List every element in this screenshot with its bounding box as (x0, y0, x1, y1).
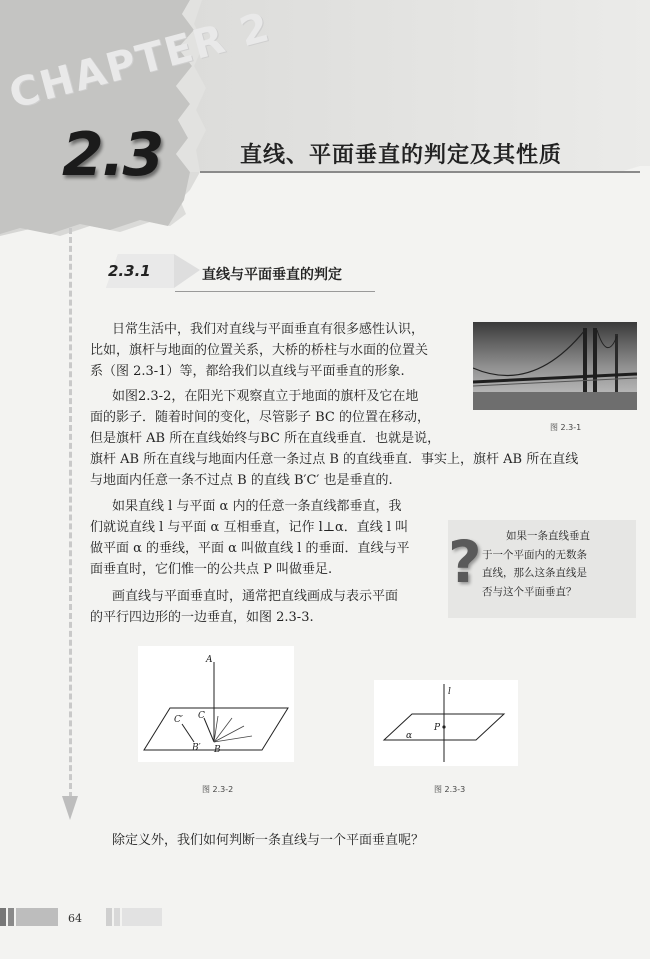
bridge-photo (473, 322, 637, 410)
paragraph-2-line-5: 与地面内任意一条不过点 B 的直线 B′C′ 也是垂直的. (90, 473, 393, 488)
page-number: 64 (68, 912, 82, 925)
paragraph-1-line-2: 比如，旗杆与地面的位置关系，大桥的桥柱与水面的位置关 (90, 343, 429, 358)
paragraph-1-line-1: 日常生活中，我们对直线与平面垂直有很多感性认识， (112, 322, 425, 337)
paragraph-2-line-4: 旗杆 AB 所在直线与地面内任意一条过点 B 的直线垂直．事实上，旗杆 AB 所在直线 (90, 452, 579, 467)
fig2-label-C-prime: C′ (174, 715, 183, 725)
fig2-label-B: B (214, 745, 221, 755)
header-background (0, 0, 650, 238)
section-number: 2.3 (62, 120, 163, 190)
down-arrow-icon (58, 796, 82, 826)
paragraph-2-line-3: 但是旗杆 AB 所在直线始终与BC 所在直线垂直．也就是说， (90, 431, 441, 446)
question-line-2: 于一个平面内的无数条 (482, 548, 587, 561)
question-line-1: 如果一条直线垂直 (506, 530, 590, 542)
paragraph-5-line-1: 除定义外，我们如何判断一条直线与一个平面垂直呢？ (112, 833, 425, 848)
subsection-rule (175, 291, 375, 292)
question-mark-icon: ? (448, 528, 482, 596)
section-title: 直线、平面垂直的判定及其性质 (240, 143, 563, 168)
margin-dashed-line (69, 228, 72, 798)
fig3-label-alpha: α (406, 731, 413, 741)
question-line-4: 否与这个平面垂直？ (482, 585, 577, 598)
figure-2-3-3-caption: 图 2.3-3 (434, 785, 466, 794)
paragraph-4-line-2: 的平行四边形的一边垂直，如图 2.3-3. (90, 610, 314, 625)
paragraph-3-line-4: 面垂直时，它们惟一的公共点 P 叫做垂足. (90, 562, 333, 577)
fig2-label-A: A (206, 655, 213, 665)
paragraph-1-line-3: 系（图 2.3-1）等，都给我们以直线与平面垂直的形象. (90, 364, 405, 379)
title-rule (200, 171, 640, 173)
fig3-label-P: P (434, 723, 441, 733)
question-line-3: 直线，那么这条直线是 (482, 567, 587, 579)
subsection-number: 2.3.1 (108, 262, 151, 280)
fig3-label-l: l (448, 687, 451, 697)
paragraph-3-line-3: 做平面 α 的垂线，平面 α 叫做直线 l 的垂面．直线与平 (90, 541, 410, 556)
footer-bar (0, 906, 200, 928)
figure-2-3-1-caption: 图 2.3-1 (550, 423, 582, 432)
fig2-label-B-prime: B′ (192, 743, 201, 753)
figure-2-3-2-diagram (138, 646, 294, 762)
paragraph-3-line-2: 们就说直线 l 与平面 α 互相垂直，记作 l⊥α．直线 l 叫 (90, 520, 409, 535)
paragraph-2-line-1: 如图2.3-2，在阳光下观察直立于地面的旗杆及它在地 (112, 389, 419, 404)
paragraph-4-line-1: 画直线与平面垂直时，通常把直线画成与表示平面 (112, 589, 399, 604)
figure-2-3-2-caption: 图 2.3-2 (202, 785, 234, 794)
paragraph-2-line-2: 面的影子．随着时间的变化，尽管影子 BC 的位置在移动， (90, 410, 431, 425)
figure-2-3-3-diagram (374, 680, 518, 766)
paragraph-3-line-1: 如果直线 l 与平面 α 内的任意一条直线都垂直，我 (112, 499, 402, 514)
question-text (482, 527, 632, 601)
chapter-watermark: CHAPTER 2 (4, 4, 276, 118)
subsection-title: 直线与平面垂直的判定 (202, 267, 342, 283)
fig2-label-C: C (198, 711, 205, 721)
